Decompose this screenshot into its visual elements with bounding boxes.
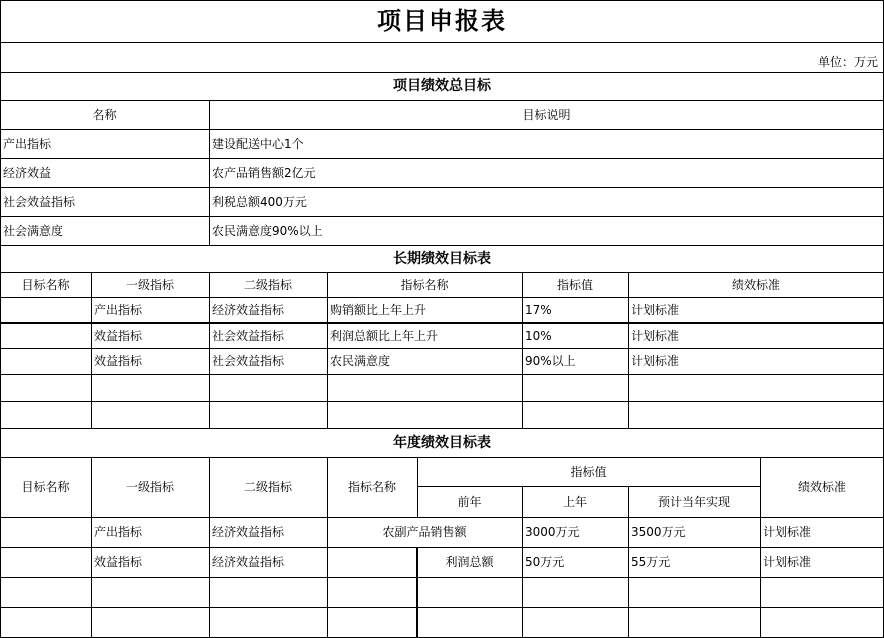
- grid-line: [0, 0, 884, 1]
- grid-line: [0, 297, 884, 298]
- longterm-cell-target: [0, 297, 91, 322]
- longterm-cell-target: [0, 348, 91, 374]
- annual-cell-indicator: 农副产品销售额: [382, 525, 467, 539]
- overall-header-name: 名称: [92, 107, 117, 122]
- longterm-header-level2: 二级指标: [243, 277, 292, 292]
- grid-line: [209, 100, 210, 245]
- annual-header-prev-year: 前年: [457, 494, 482, 509]
- longterm-cell-level1: 效益指标: [94, 328, 143, 343]
- overall-row-name: 经济效益: [3, 165, 52, 180]
- annual-header-target: 目标名称: [21, 480, 70, 494]
- grid-line: [522, 272, 523, 428]
- grid-line: [0, 428, 884, 429]
- grid-line: [0, 158, 884, 159]
- annual-header-value: 指标值: [570, 464, 607, 479]
- longterm-cell-value: 10%: [525, 328, 552, 343]
- longterm-cell-standard: 计划标准: [631, 328, 680, 343]
- longterm-cell-indicator: 购销额比上年上升: [330, 302, 427, 317]
- grid-line: [91, 272, 92, 428]
- longterm-cell-standard: 计划标准: [631, 354, 680, 368]
- annual-header-expected: 预计当年实现: [657, 494, 730, 509]
- longterm-header-standard: 绩效标准: [731, 277, 780, 292]
- longterm-cell-target: [0, 323, 91, 348]
- grid-line: [0, 374, 884, 375]
- annual-header-standard: 绩效标准: [797, 480, 846, 494]
- longterm-cell-value: 90%以上: [525, 354, 576, 368]
- grid-line: [0, 72, 884, 73]
- overall-row-name: 社会效益指标: [3, 194, 76, 209]
- overall-header-desc: 目标说明: [522, 107, 571, 122]
- grid-line: [327, 457, 328, 638]
- grid-line: [0, 216, 884, 217]
- longterm-cell-standard: 计划标准: [631, 302, 680, 317]
- grid-line: [628, 272, 629, 428]
- longterm-cell-level2: 经济效益指标: [212, 302, 285, 317]
- grid-line: [0, 517, 884, 518]
- longterm-cell-indicator: 农民满意度: [330, 354, 391, 368]
- annual-cell-level1: 效益指标: [94, 555, 143, 569]
- annual-header-level2: 二级指标: [243, 480, 292, 494]
- grid-line: [0, 607, 884, 608]
- grid-line: [760, 457, 761, 638]
- annual-cell-standard: 计划标准: [763, 555, 812, 569]
- annual-section-title: 年度绩效目标表: [393, 434, 491, 451]
- grid-line: [0, 322, 884, 324]
- overall-section-title: 项目绩效总目标: [393, 78, 491, 94]
- longterm-section-title: 长期绩效目标表: [393, 250, 491, 267]
- grid-line: [209, 457, 210, 638]
- overall-row-desc: 利税总额400万元: [212, 194, 307, 209]
- annual-cell-indicator: 利润总额: [445, 555, 494, 569]
- grid-line: [0, 457, 884, 458]
- annual-header-level1: 一级指标: [125, 480, 174, 494]
- grid-line: [327, 272, 328, 428]
- longterm-cell-level2: 社会效益指标: [212, 354, 285, 368]
- annual-header-last-year: 上年: [562, 494, 587, 509]
- longterm-header-indicator: 指标名称: [400, 277, 449, 292]
- grid-line: [0, 547, 884, 548]
- annual-cell-last-year: 50万元: [525, 555, 565, 569]
- longterm-cell-value: 17%: [525, 302, 552, 317]
- unit-label: 单位：万元: [817, 55, 878, 69]
- grid-line: [209, 272, 210, 428]
- grid-line: [417, 457, 418, 517]
- longterm-header-level1: 一级指标: [125, 277, 174, 292]
- grid-line: [0, 187, 884, 188]
- grid-line: [0, 0, 1, 638]
- form-title: 项目申报表: [377, 6, 507, 35]
- grid-line: [0, 42, 884, 43]
- grid-line: [0, 245, 884, 246]
- longterm-cell-level1: 效益指标: [94, 354, 143, 368]
- grid-line: [0, 348, 884, 349]
- annual-cell-expected: 3500万元: [631, 525, 686, 539]
- grid-line: [0, 129, 884, 130]
- grid-line: [522, 486, 523, 638]
- annual-header-indicator: 指标名称: [347, 480, 396, 494]
- longterm-header-target: 目标名称: [21, 277, 70, 292]
- grid-line: [628, 486, 629, 638]
- longterm-header-value: 指标值: [556, 277, 593, 292]
- overall-row-name: 社会满意度: [3, 223, 64, 238]
- longterm-cell-level2: 社会效益指标: [212, 328, 285, 343]
- overall-row-desc: 农民满意度90%以上: [212, 223, 323, 238]
- annual-cell-expected: 55万元: [631, 555, 671, 569]
- longterm-cell-level1: 产出指标: [94, 302, 143, 317]
- annual-cell-level2: 经济效益指标: [212, 555, 285, 569]
- grid-line: [416, 547, 418, 638]
- annual-cell-level1: 产出指标: [94, 525, 143, 539]
- overall-row-desc: 建设配送中心1个: [212, 136, 304, 151]
- grid-line: [0, 100, 884, 101]
- grid-line: [0, 401, 884, 402]
- overall-row-name: 产出指标: [3, 136, 52, 151]
- annual-cell-last-year: 3000万元: [525, 525, 580, 539]
- grid-line: [91, 457, 92, 638]
- overall-row-desc: 农产品销售额2亿元: [212, 165, 316, 180]
- grid-line: [0, 577, 884, 578]
- longterm-cell-indicator: 利润总额比上年上升: [330, 328, 439, 343]
- annual-cell-level2: 经济效益指标: [212, 525, 285, 539]
- grid-line: [417, 486, 760, 487]
- grid-line: [0, 272, 884, 273]
- annual-cell-standard: 计划标准: [763, 525, 812, 539]
